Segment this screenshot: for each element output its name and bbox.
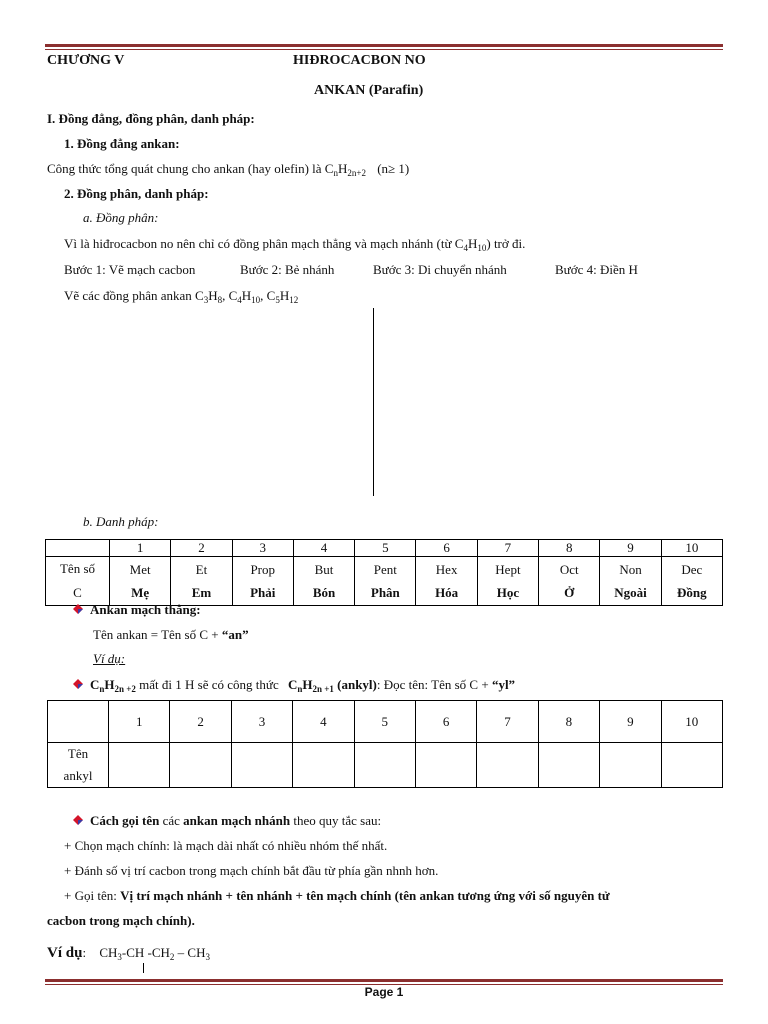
branched-heading-text: các: [159, 813, 184, 828]
sub: 2: [169, 952, 175, 962]
step-3: Bước 3: Di chuyển nhánh: [373, 262, 507, 277]
table-row: [48, 701, 723, 743]
sub: 3: [203, 295, 209, 305]
sub: 12: [289, 295, 299, 305]
sub: 5: [275, 295, 280, 305]
row-label: C: [73, 585, 82, 600]
alkyl-suffix: “yl”: [491, 677, 516, 692]
empty-cell: [600, 743, 661, 788]
carbon-name: Hex: [435, 561, 458, 577]
empty-cell: [661, 743, 722, 788]
table-cell: 8: [538, 701, 599, 743]
example-label: Ví dụ:: [93, 651, 126, 666]
table-cell: [171, 557, 232, 606]
straight-chain-rule: [93, 627, 249, 643]
empty-cell: [354, 743, 415, 788]
general-formula-text: Công thức tổng quát chung cho ankan (hay olefin) là C: [47, 161, 334, 176]
footer-rule-thick: [45, 979, 723, 982]
sub: 4: [237, 295, 242, 305]
straight-chain-heading: [72, 602, 201, 618]
subsection-heading-2: 2. Đồng phân, danh pháp:: [64, 186, 209, 201]
row-label: ankyl: [63, 768, 93, 783]
mnemonic: Mẹ: [131, 584, 150, 600]
h-letter: H: [279, 288, 290, 303]
formula-condition: (n≥ 1): [377, 161, 410, 176]
alkyl-name-table: [47, 700, 723, 788]
carbon-name: Oct: [559, 561, 579, 577]
isomer-h: H: [467, 236, 478, 251]
table-cell: 4: [293, 540, 354, 557]
table-cell: 8: [539, 540, 600, 557]
chapter-subtitle: ANKAN (Parafin): [314, 83, 424, 98]
table-cell: 9: [600, 540, 661, 557]
table-row: [48, 743, 723, 788]
table-cell: 2: [170, 701, 231, 743]
rule-3-bold: Vị trí mạch nhánh + tên nhánh + tên mạch chính (tên ankan tương ứng với số nguyên tử: [120, 888, 610, 903]
table-cell: 3: [232, 540, 293, 557]
example-line: [47, 945, 210, 962]
rule-1: + Chọn mạch chính: là mạch dài nhất có nhiều nhóm thế nhất.: [64, 838, 388, 853]
sub: n: [297, 684, 303, 694]
row-label: Tên: [67, 746, 89, 761]
table-cell: 5: [354, 701, 415, 743]
row-label-cell: [46, 557, 110, 606]
formula-h: H: [104, 677, 115, 692]
table-cell: [48, 701, 109, 743]
alkyl-text: mất đi 1 H sẽ có công thức: [135, 677, 282, 692]
alkyl-line: [72, 677, 515, 693]
header-rule-thin: [45, 49, 723, 50]
table-cell: [477, 557, 538, 606]
table-cell: 10: [661, 540, 722, 557]
empty-cell: [293, 743, 354, 788]
header-rule-thick: [45, 44, 723, 47]
mnemonic: Phân: [370, 584, 400, 600]
isomer-text-part: Vì là hiđrocacbon no nên chỉ có đồng phân mạch thẳng và mạch nhánh (từ C: [64, 236, 464, 251]
formula-sub: 2n+2: [347, 168, 366, 178]
table-cell: 9: [600, 701, 661, 743]
table-cell: [110, 557, 171, 606]
rule-2: + Đánh số vị trí cacbon trong mạch chính bắt đầu từ phía gần nhnh hơn.: [64, 863, 439, 878]
mnemonic: Ngoài: [614, 584, 647, 600]
table-cell: 5: [355, 540, 416, 557]
rule-3: [64, 888, 724, 904]
table-cell: 4: [293, 701, 354, 743]
step-4: Bước 4: Điền H: [555, 262, 638, 277]
branched-heading-text: theo quy tắc sau:: [290, 813, 382, 828]
table-cell: 7: [477, 540, 538, 557]
empty-cell: [231, 743, 292, 788]
formula-tail: (ankyl): [333, 677, 377, 692]
subsection-heading-1: 1. Đồng đẳng ankan:: [64, 136, 180, 151]
table-cell: 6: [415, 701, 476, 743]
branched-heading: [72, 813, 381, 829]
formula-h: H: [337, 161, 348, 176]
page-number: Page 1: [364, 985, 404, 999]
carbon-name-table: [45, 539, 723, 606]
h-letter: H: [208, 288, 218, 303]
formula-part: – CH: [174, 945, 206, 960]
straight-chain-heading-text: Ankan mạch thẳng:: [90, 602, 201, 617]
carbon-name: Hept: [495, 561, 521, 577]
table-cell: 2: [171, 540, 232, 557]
bullet-icon: [72, 678, 84, 690]
sub: 2n +1: [312, 684, 334, 694]
table-cell: [600, 557, 661, 606]
row-label-cell: [48, 743, 109, 788]
mnemonic: Đồng: [677, 584, 707, 600]
table-cell: 10: [661, 701, 722, 743]
empty-cell: [477, 743, 538, 788]
carbon-name: Met: [129, 561, 151, 577]
sub: 3: [117, 952, 122, 962]
bullet-icon: [72, 603, 84, 615]
separator: , C: [260, 288, 276, 303]
section-heading: I. Đồng đẳng, đồng phân, danh pháp:: [47, 111, 255, 126]
carbon-name: Non: [619, 561, 642, 577]
table-cell: [661, 557, 722, 606]
formula-sub: n: [333, 168, 338, 178]
h-letter: H: [241, 288, 252, 303]
mnemonic: Ở: [564, 584, 575, 600]
branch-bond-line: [143, 963, 144, 973]
sub: 3: [205, 952, 210, 962]
formula-h: H: [302, 677, 313, 692]
empty-cell: [170, 743, 231, 788]
mnemonic: Học: [496, 584, 520, 600]
table-cell: [539, 557, 600, 606]
table-cell: [355, 557, 416, 606]
carbon-name: Dec: [681, 561, 703, 577]
table-cell: 7: [477, 701, 538, 743]
table-row: [46, 540, 723, 557]
rule-3-continued: cacbon trong mạch chính).: [47, 913, 195, 928]
draw-isomers-text: [64, 288, 298, 304]
example-heading: Ví dụ: [47, 945, 83, 961]
sub: 10: [251, 295, 261, 305]
isomer-text-part: ) trở đi.: [486, 236, 526, 251]
rule-text: Tên ankan = Tên số C +: [93, 627, 222, 642]
table-cell: 1: [109, 701, 170, 743]
branched-heading-bold: Cách gọi tên: [90, 813, 160, 828]
formula-part: CH: [99, 945, 118, 960]
carbon-name: Prop: [250, 561, 276, 577]
sub: 2n +2: [114, 684, 136, 694]
carbon-name: Et: [195, 561, 208, 577]
carbon-name: Pent: [373, 561, 397, 577]
bullet-icon: [72, 814, 84, 826]
colon: :: [82, 945, 87, 960]
isomer-heading: a. Đồng phân:: [83, 210, 159, 225]
formula-c: C: [90, 677, 100, 692]
empty-cell: [415, 743, 476, 788]
chapter-title: HIĐROCACBON NO: [293, 53, 426, 68]
table-cell: 1: [110, 540, 171, 557]
branched-heading-bold: ankan mạch nhánh: [183, 813, 291, 828]
row-label: Tên số: [59, 561, 96, 576]
mnemonic: Bón: [312, 584, 336, 600]
sub: n: [99, 684, 105, 694]
table-cell: [416, 557, 477, 606]
isomer-sub: 4: [463, 243, 468, 253]
general-formula-line: [47, 161, 409, 177]
table-cell: [46, 540, 110, 557]
sub: 8: [217, 295, 223, 305]
divider-line: [373, 308, 374, 496]
formula-c: C: [287, 677, 298, 692]
rule-3-label: + Gọi tên:: [64, 888, 121, 903]
mnemonic: Em: [191, 584, 212, 600]
step-2: Bước 2: Bẻ nhánh: [240, 262, 335, 277]
table-cell: 6: [416, 540, 477, 557]
nomenclature-heading: b. Danh pháp:: [83, 514, 159, 529]
isomer-sub: 10: [477, 243, 487, 253]
table-cell: [293, 557, 354, 606]
rule-suffix: “an”: [221, 627, 249, 642]
mnemonic: Hóa: [435, 584, 459, 600]
isomer-text: [64, 236, 525, 252]
separator: , C: [222, 288, 238, 303]
formula-part: -CH -CH: [121, 945, 170, 960]
table-cell: 3: [231, 701, 292, 743]
empty-cell: [538, 743, 599, 788]
alkyl-text: : Đọc tên: Tên số C +: [376, 677, 492, 692]
step-1: Bước 1: Vẽ mạch cacbon: [64, 262, 196, 277]
table-cell: [232, 557, 293, 606]
mnemonic: Phải: [250, 584, 276, 600]
carbon-name: But: [314, 561, 334, 577]
draw-text: Vẽ các đồng phân ankan C: [64, 288, 204, 303]
table-row: [46, 557, 723, 606]
chapter-label: CHƯƠNG V: [47, 53, 125, 68]
empty-cell: [109, 743, 170, 788]
